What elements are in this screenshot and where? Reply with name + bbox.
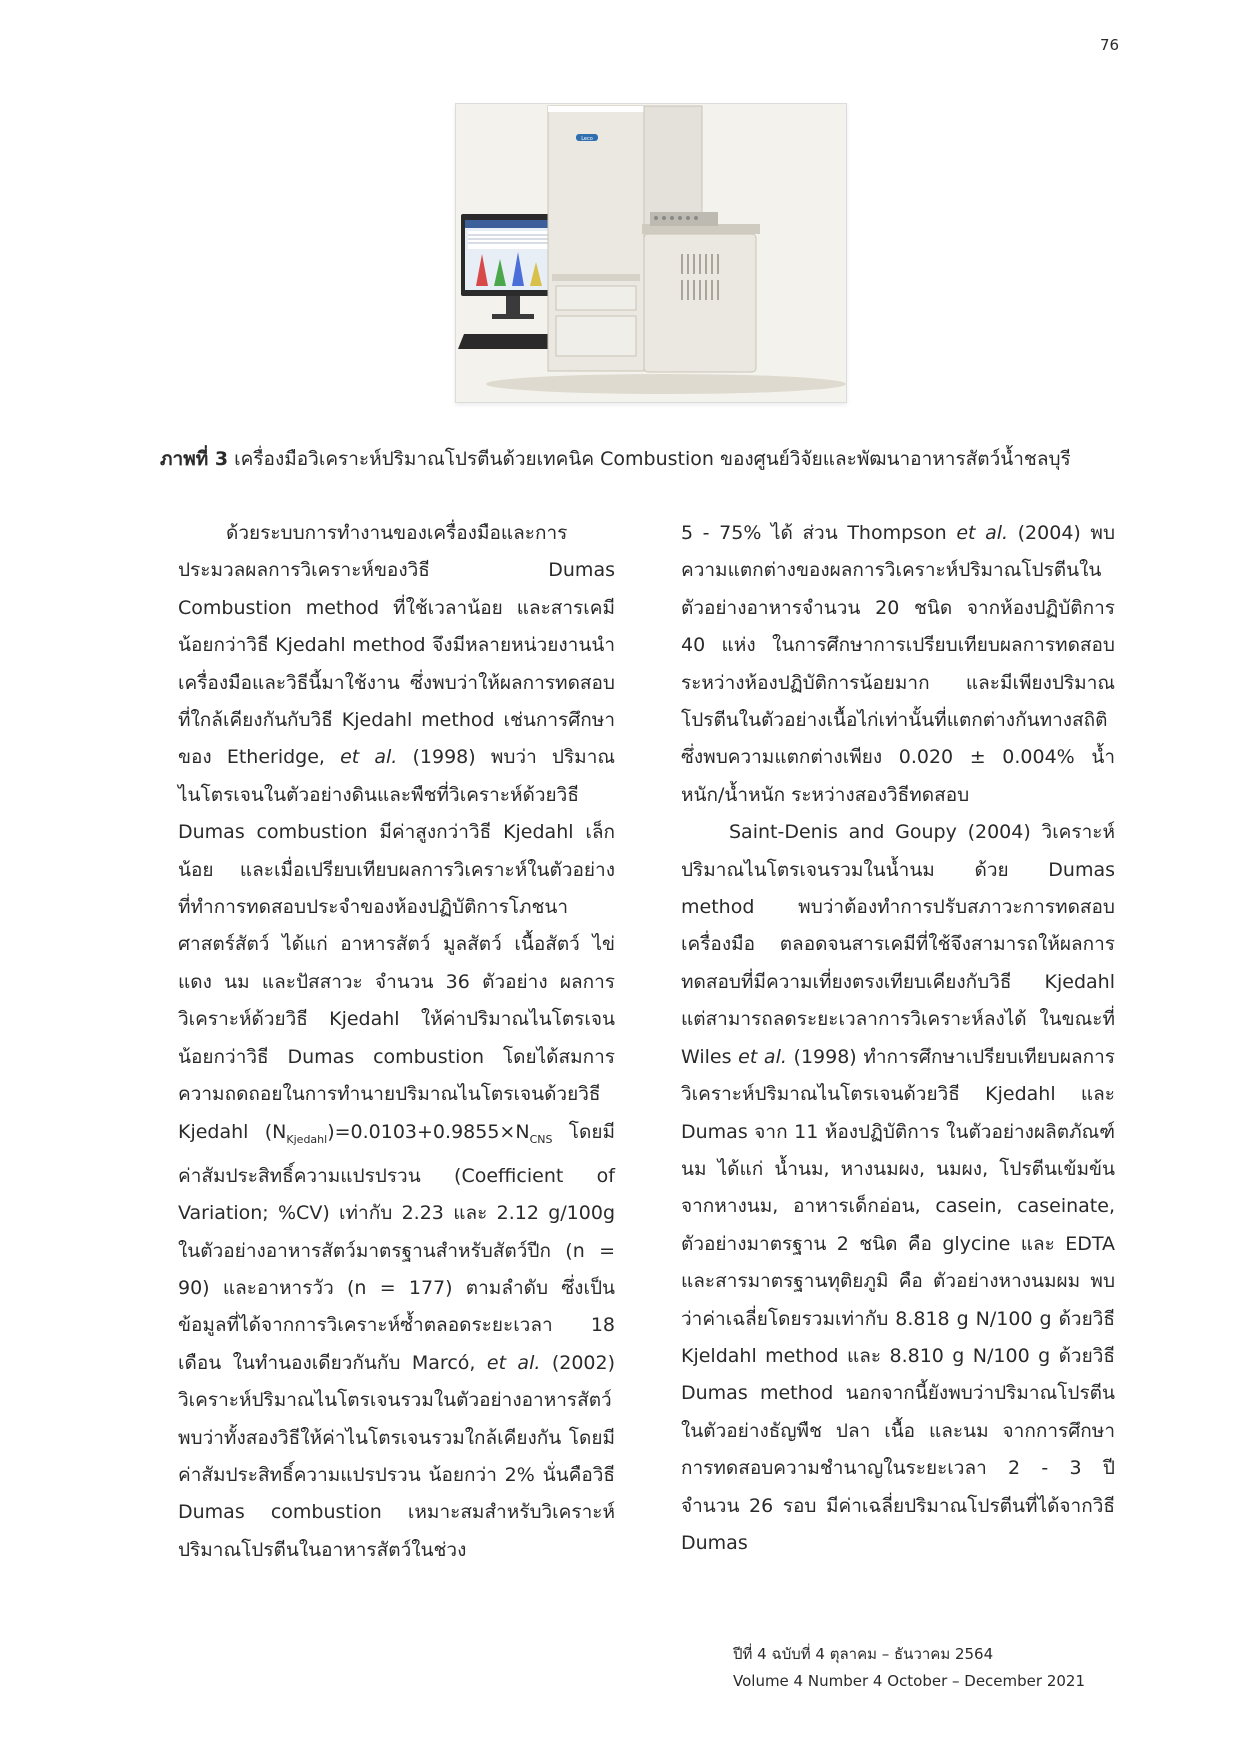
figure-caption [160, 444, 1120, 474]
text-run: Saint-Denis and Goupy (2004) วิเคราะห์ปริมาณไนโตรเจนรวมในน้ำนม ด้วย Dumas method พบว่าต้องทำการปรับสภาวะการทดสอบเครื่องมือ ตลอดจนสารเคมีที่ใช้จึงสามารถให้ผลการทดสอบที่มีความเที่ยงตรงเทียบเคียงกับวิธี Kjedahl แต่สามารถลดระยะเวลาการวิเคราะห์ลงได้ ในขณะที่ Wiles [681, 821, 1115, 1068]
paragraph [178, 515, 615, 1569]
subscript: CNS [529, 1132, 553, 1146]
figure-caption-text: เครื่องมือวิเคราะห์ปริมาณโปรตีนด้วยเทคนิค Combustion ของศูนย์วิจัยและพัฒนาอาหารสัตว์น้ำชลบุรี [228, 448, 1071, 470]
text-run: )=0.0103+0.9855×N [327, 1120, 530, 1143]
subscript: Kjedahl [286, 1132, 328, 1146]
italic-etal: et al. [956, 522, 1009, 544]
page-number: 76 [1100, 36, 1120, 54]
text-run: (1998) พบว่า ปริมาณไนโตรเจนในตัวอย่างดินและพืชที่วิเคราะห์ด้วยวิธี Dumas combustion มีค่าสูงกว่าวิธี Kjedahl เล็กน้อย และเมื่อเปรียบเทียบผลการวิเคราะห์ในตัวอย่างที่ทำการทดสอบประจำของห้องปฏิบัติการโภชนาศาสตร์สัตว์ ได้แก่ อาหารสัตว์ มูลสัตว์ เนื้อสัตว์ ไข่แดง นม และปัสสาวะ จำนวน 36 ตัวอย่าง ผลการวิเคราะห์ด้วยวิธี Kjedahl ให้ค่าปริมาณไนโตรเจนน้อยกว่าวิธี Dumas combustion โดยได้สมการความถดถอยในการทำนายปริมาณไนโตรเจนด้วยวิธี Kjedahl (N [178, 746, 615, 1143]
italic-etal: et al. [324, 746, 398, 769]
text-run: (2004) พบความแตกต่างของผลการวิเคราะห์ปริมาณโปรตีนในตัวอย่างอาหารจำนวน 20 ชนิด จากห้องปฏิบัติการ 40 แห่ง ในการศึกษาการเปรียบเทียบผลการทดสอบระหว่างห้องปฏิบัติการน้อยมาก และมีเพียงปริมาณโปรตีนในตัวอย่างเนื้อไก่เท่านั้นที่แตกต่างกันทางสถิติ ซึ่งพบความแตกต่างเพียง 0.020 ± 0.004% น้ำหนัก/น้ำหนัก ระหว่างสองวิธีทดสอบ [681, 522, 1116, 806]
footer-issue-english: Volume 4 Number 4 October – December 2021 [733, 1672, 1085, 1690]
left-column [178, 515, 615, 1569]
footer-issue-thai: ปีที่ 4 ฉบับที่ 4 ตุลาคม – ธันวาคม 2564 [733, 1645, 994, 1663]
text-run: (2002) วิเคราะห์ปริมาณไนโตรเจนรวมในตัวอย่างอาหารสัตว์ พบว่าทั้งสองวิธีให้ค่าไนโตรเจนรวมใกล้เคียงกัน โดยมีค่าสัมประสิทธิ์ความแปรปรวน น้อยกว่า 2% นั่นคือวิธี Dumas combustion เหมาะสมสำหรับวิเคราะห์ปริมาณโปรตีนในอาหารสัตว์ในช่วง [178, 1351, 616, 1561]
right-column [681, 515, 1115, 1562]
figure-caption-label: ภาพที่ 3 [160, 448, 229, 470]
italic-etal: et al. [486, 1351, 541, 1374]
text-run: โดยมีค่าสัมประสิทธิ์ความแปรปรวน (Coefficient of Variation; %CV) เท่ากับ 2.23 และ 2.12 g/100g ในตัวอย่างอาหารสัตว์มาตรฐานสำหรับสัตว์ปีก (n = 90) และอาหารวัว (n = 177) ตามลำดับ ซึ่งเป็นข้อมูลที่ได้จากการวิเคราะห์ซ้ำตลอดระยะเวลา 18 เดือน ในทำนองเดียวกันกับ Marcó, [178, 1120, 615, 1374]
paragraph [681, 515, 1115, 814]
paragraph [681, 814, 1115, 1562]
text-run: 5 - 75% ได้ ส่วน Thompson [681, 522, 947, 544]
figure-protein-analyzer [455, 103, 847, 403]
brand-logo-text: Leco [581, 136, 593, 142]
text-run: ด้วยระบบการทำงานของเครื่องมือและการประมวลผลการวิเคราะห์ของวิธี Dumas Combustion method ที่ใช้เวลาน้อย และสารเคมีน้อยกว่าวิธี Kjedahl method จึงมีหลายหน่วยงานนำเครื่องมือและวิธีนี้มาใช้งาน ซึ่งพบว่าให้ผลการทดสอบที่ใกล้เคียงกันกับวิธี Kjedahl method เช่นการศึกษาของ Etheridge, [178, 522, 615, 769]
protein-analyzer-illustration [456, 104, 846, 402]
text-run: (1998) ทำการศึกษาเปรียบเทียบผลการวิเคราะห์ปริมาณไนโตรเจนด้วยวิธี Kjedahl และ Dumas จาก 11 ห้องปฏิบัติการ ในตัวอย่างผลิตภัณฑ์นม ได้แก่ น้ำนม, หางนมผง, นมผง, โปรตีนเข้มข้นจากหางนม, อาหารเด็กอ่อน, casein, caseinate, ตัวอย่างมาตรฐาน 2 ชนิด คือ glycine และ EDTA และสารมาตรฐานทุติยภูมิ คือ ตัวอย่างหางนมผม พบว่าค่าเฉลี่ยโดยรวมเท่ากับ 8.818 g N/100 g ด้วยวิธี Kjeldahl method และ 8.810 g N/100 g ด้วยวิธี Dumas method นอกจากนี้ยังพบว่าปริมาณโปรตีนในตัวอย่างธัญพืช ปลา เนื้อ และนม จากการศึกษาการทดสอบความชำนาญในระยะเวลา 2 - 3 ปี จำนวน 26 รอบ มีค่าเฉลี่ยปริมาณโปรตีนที่ได้จากวิธี Dumas [681, 1045, 1116, 1554]
italic-etal: et al. [738, 1045, 787, 1068]
